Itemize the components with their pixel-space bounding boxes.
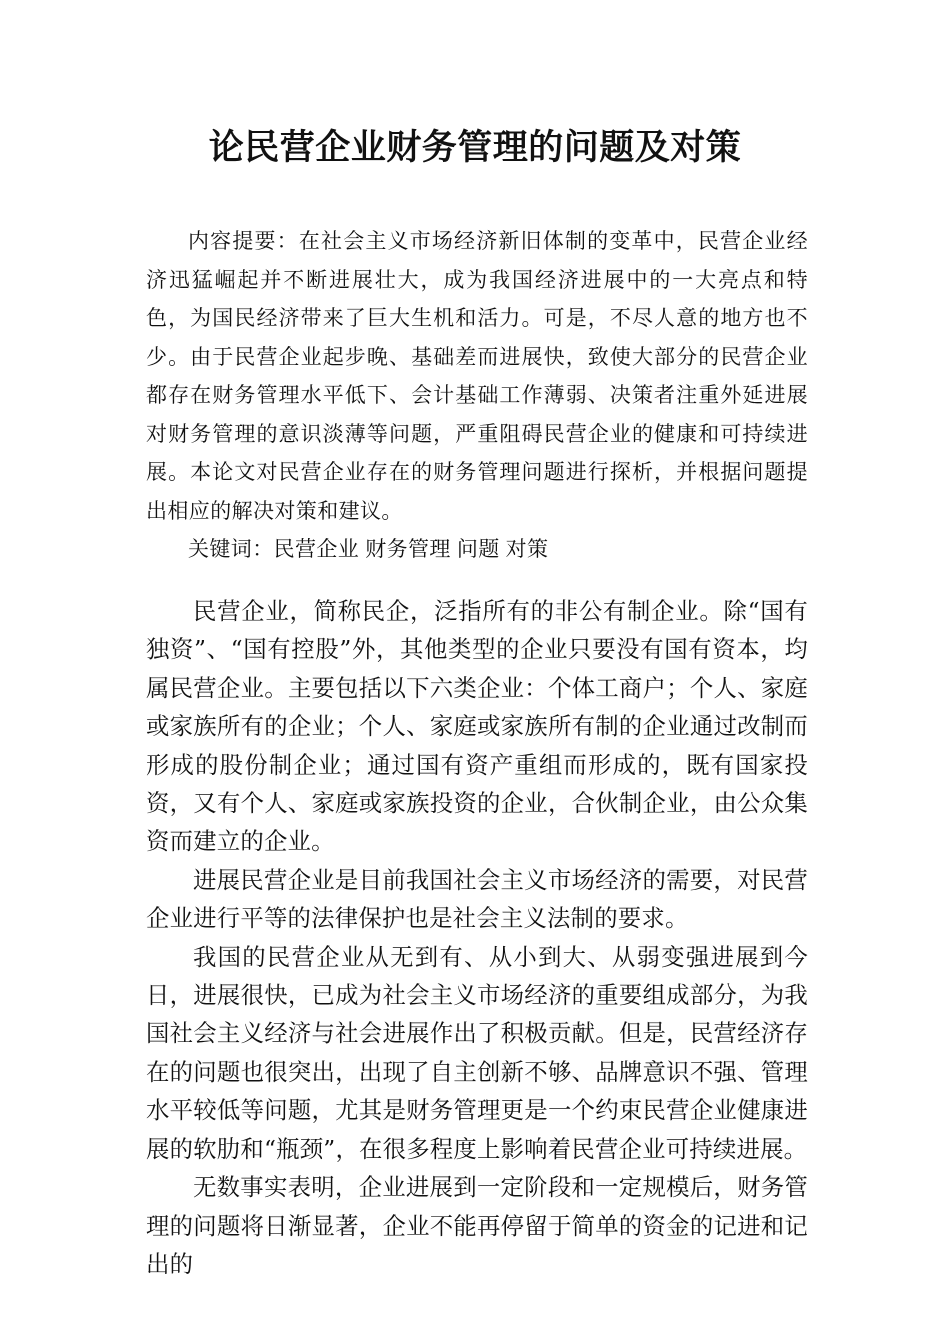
abstract-paragraph: 内容提要：在社会主义市场经济新旧体制的变革中，民营企业经济迅猛崛起并不断进展壮大，成为我国经济进展中的一大亮点和特色，为国民经济带来了巨大生机和活力。可是，不尽人意的地方也不少。由于民营企业起步晚、基础差而进展快，致使大部分的民营企业都存在财务管理水平低下、会计基础工作薄弱、决策者注重外延进展对财务管理的意识淡薄等问题，严重阻碍民营企业的健康和可持续进展。本论文对民营企业存在的财务管理问题进行探析，并根据问题提出相应的解决对策和建议。 bbox=[146, 229, 808, 523]
body-paragraph: 进展民营企业是目前我国社会主义市场经济的需要，对民营企业进行平等的法律保护也是社会主义法制的要求。 bbox=[146, 865, 808, 933]
keyword-item: 对策 bbox=[505, 537, 549, 561]
keyword-item: 财务管理 bbox=[365, 537, 451, 561]
keyword-item: 民营企业 bbox=[273, 537, 360, 561]
document-title: 论民营企业财务管理的问题及对策 bbox=[208, 128, 742, 168]
keywords-line bbox=[146, 530, 808, 569]
body-paragraph: 我国的民营企业从无到有、从小到大、从弱变强进展到今日，进展很快，已成为社会主义市场经济的重要组成部分，为我国社会主义经济与社会进展作出了积极贡献。但是，民营经济存在的问题也很突出，出现了自主创新不够、品牌意识不强、管理水平较低等问题，尤其是财务管理更是一个约束民营企业健康进展的软肋和“瓶颈”，在很多程度上影响着民营企业可持续进展。 bbox=[146, 942, 808, 1163]
abstract-section bbox=[146, 222, 808, 569]
body-paragraph: 民营企业，简称民企，泛指所有的非公有制企业。除“国有独资”、“国有控股”外，其他类型的企业只要没有国有资本，均属民营企业。主要包括以下六类企业：个体工商户；个人、家庭或家族所有的企业；个人、家庭或家族所有制的企业通过改制而形成的股份制企业；通过国有资产重组而形成的，既有国家投资，又有个人、家庭或家族投资的企业，合伙制企业，由公众集资而建立的企业。 bbox=[146, 597, 808, 856]
body-section bbox=[146, 592, 808, 1283]
body-paragraph: 无数事实表明，企业进展到一定阶段和一定规模后，财务管理的问题将日渐显著，企业不能再停留于简单的资金的记进和记出的 bbox=[146, 1173, 808, 1278]
keywords-label: 关键词： bbox=[188, 537, 274, 561]
keyword-item: 问题 bbox=[456, 537, 500, 561]
